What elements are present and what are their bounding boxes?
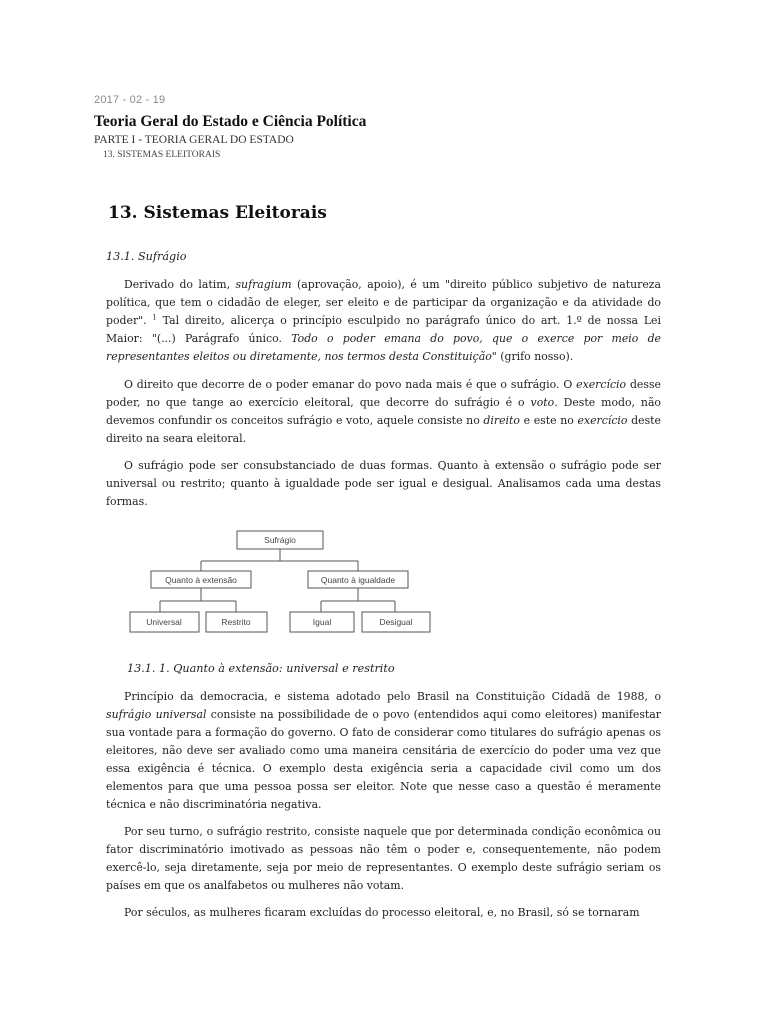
breadcrumb-chapter: 13. SISTEMAS ELEITORAIS bbox=[103, 150, 221, 160]
text-span: e este no bbox=[519, 414, 578, 427]
text-span: . Deste modo, não devemos confundir os conceitos sufrágio e voto, aquele consiste no bbox=[106, 396, 661, 427]
diagram-svg bbox=[128, 525, 433, 635]
footnote-ref[interactable]: 1 bbox=[152, 313, 157, 322]
italic-term: exercício bbox=[577, 414, 628, 427]
section-title-sufragio: 13.1. Sufrágio bbox=[106, 250, 187, 263]
paragraph-2 bbox=[106, 376, 661, 448]
text-span: (aprovação, apoio), é um "direito público subjetivo de natureza política, que tem o cidadão de eleger, ser eleito e de participar da organização e da atividade do poder". bbox=[106, 278, 661, 327]
text-span: O direito que decorre de o poder emanar do povo nada mais é que o sufrágio. O bbox=[124, 378, 577, 391]
sufragio-tree-diagram bbox=[128, 525, 433, 635]
paragraph-3: O sufrágio pode ser consubstanciado de duas formas. Quanto à extensão o sufrágio pode ser universal ou restrito; quanto à igualdade pode ser igual e desigual. Analisamos cada uma destas formas. bbox=[106, 459, 661, 508]
italic-term: sufragium bbox=[235, 278, 292, 291]
paragraph-1 bbox=[106, 276, 661, 366]
text-span: Tal direito, alicerça o princípio esculpido no parágrafo único do art. 1.º de nossa Lei Maior: "(...) Parágrafo único. bbox=[106, 314, 661, 345]
label-restrito: Restrito bbox=[221, 617, 251, 627]
label-igual: Igual bbox=[312, 617, 332, 627]
italic-term: voto bbox=[530, 396, 555, 409]
text-span: " (grifo nosso). bbox=[491, 350, 574, 363]
text-span: Princípio da democracia, e sistema adotado pelo Brasil na Constituição Cidadã de 1988, o bbox=[124, 690, 661, 703]
text-span: desse poder, no que tange ao exercício eleitoral, que decorre do sufrágio é o bbox=[106, 378, 661, 409]
text-span: consiste na possibilidade de o povo (entendidos aqui como eleitores) manifestar sua vontade para a formação do governo. O fato de considerar como titulares do sufrágio apenas os eleitores, não deve ser avaliado como uma maneira censitária de exercício do poder uma vez que essa exigência é técnica. O exemplo desta exigência seria a capacidade civil como um dos elementos para que uma pessoa possa ser eleitor. Note que nesse caso a questão é meramente técnica e não discriminatória negativa. bbox=[106, 708, 661, 811]
chapter-title: 13. Sistemas Eleitorais bbox=[108, 203, 327, 223]
italic-term: sufrágio universal bbox=[106, 708, 207, 721]
text-span: Derivado do latim, bbox=[124, 278, 236, 291]
paragraph-4 bbox=[106, 688, 661, 814]
label-extensao: Quanto à extensão bbox=[165, 575, 237, 585]
publish-date: 2017 - 02 - 19 bbox=[94, 94, 166, 106]
paragraph-5: Por seu turno, o sufrágio restrito, consiste naquele que por determinada condição econômica ou fator discriminatório imotivado as pessoas não têm o poder e, consequentemente, não podem exercê-lo, seja diretamente, seja por meio de representantes. O exemplo deste sufrágio seriam os países em que os analfabetos ou mulheres não votam. bbox=[106, 825, 661, 892]
label-igualdade: Quanto à igualdade bbox=[320, 575, 396, 585]
breadcrumb-part: PARTE I - TEORIA GERAL DO ESTADO bbox=[94, 134, 294, 146]
book-title: Teoria Geral do Estado e Ciência Política bbox=[94, 113, 367, 130]
italic-term: direito bbox=[483, 414, 520, 427]
label-desigual: Desigual bbox=[379, 617, 413, 627]
italic-term: exercício bbox=[576, 378, 627, 391]
label-root: Sufrágio bbox=[264, 535, 296, 545]
italic-quote: Todo o poder emana do povo, que o exerce por meio de representantes eleitos ou diretamente, nos termos desta Constituição bbox=[106, 332, 661, 363]
section-title-extensao: 13.1. 1. Quanto à extensão: universal e restrito bbox=[127, 662, 395, 675]
label-universal: Universal bbox=[146, 617, 182, 627]
paragraph-6: Por séculos, as mulheres ficaram excluídas do processo eleitoral, e, no Brasil, só se tornaram bbox=[124, 906, 640, 919]
text-span: deste direito na seara eleitoral. bbox=[106, 414, 661, 445]
